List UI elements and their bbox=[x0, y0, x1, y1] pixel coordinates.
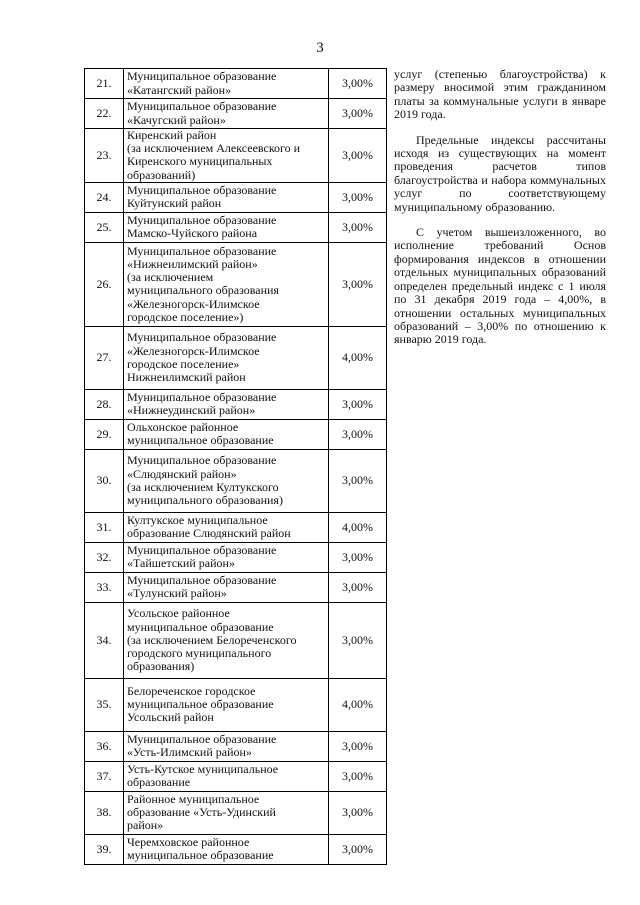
row-number: 30. bbox=[85, 449, 124, 512]
municipality-name-line: городского муниципального bbox=[127, 645, 272, 660]
page-number: 3 bbox=[316, 40, 324, 56]
row-number: 35. bbox=[85, 678, 124, 731]
index-value: 3,00% bbox=[329, 834, 387, 864]
municipality-name-line: образований) bbox=[127, 167, 196, 182]
table-row bbox=[85, 761, 387, 791]
municipality-name-line: Муниципальное образование bbox=[127, 453, 277, 468]
municipality-name bbox=[124, 212, 329, 242]
municipality-name-line: Муниципальное образование bbox=[127, 213, 277, 228]
municipality-name-line: «Нижнеилимский район» bbox=[127, 256, 258, 271]
municipality-name bbox=[124, 129, 329, 183]
index-value: 3,00% bbox=[329, 761, 387, 791]
index-value: 3,00% bbox=[329, 99, 387, 129]
municipality-name-line: (за исключением Алексеевского и bbox=[127, 141, 301, 156]
index-value: 3,00% bbox=[329, 572, 387, 602]
municipality-name-line: Нижнеилимский район bbox=[127, 370, 246, 385]
row-number: 26. bbox=[85, 242, 124, 326]
municipality-name bbox=[124, 731, 329, 761]
municipality-name bbox=[124, 69, 329, 99]
table-row bbox=[85, 419, 387, 449]
table-row bbox=[85, 182, 387, 212]
index-value: 3,00% bbox=[329, 449, 387, 512]
row-number: 21. bbox=[85, 69, 124, 99]
table-row bbox=[85, 326, 387, 389]
municipality-name-line: муниципального образования bbox=[127, 283, 279, 298]
indices-table bbox=[84, 68, 387, 865]
index-value: 4,00% bbox=[329, 678, 387, 731]
municipality-name-line: Районное муниципальное bbox=[127, 792, 260, 806]
table-row bbox=[85, 542, 387, 572]
index-value: 3,00% bbox=[329, 731, 387, 761]
table-row bbox=[85, 834, 387, 864]
municipality-name-line: городское поселение» bbox=[127, 356, 240, 371]
municipality-name bbox=[124, 834, 329, 864]
municipality-name-line: Мамско-Чуйского района bbox=[127, 226, 258, 241]
municipality-name-line: городское поселение») bbox=[127, 309, 244, 324]
municipality-name-line: Черемховское районное bbox=[127, 835, 250, 850]
municipality-name-line: муниципальное образование bbox=[127, 619, 274, 634]
municipality-name-line: образование bbox=[127, 775, 191, 790]
municipality-name-line: Муниципальное образование bbox=[127, 330, 277, 345]
municipality-name-line: муниципальное образование bbox=[127, 433, 274, 448]
row-number: 34. bbox=[85, 602, 124, 678]
table-row bbox=[85, 212, 387, 242]
table-row bbox=[85, 602, 387, 678]
row-number: 22. bbox=[85, 99, 124, 129]
municipality-name-line: Култукское муниципальное bbox=[127, 513, 268, 528]
municipality-name-line: «Нижнеудинский район» bbox=[127, 403, 256, 418]
index-value: 3,00% bbox=[329, 791, 387, 834]
municipality-name-line: «Тайшетский район» bbox=[127, 556, 235, 571]
table-row bbox=[85, 389, 387, 419]
municipality-name bbox=[124, 542, 329, 572]
municipality-name-line: (за исключением Белореченского bbox=[127, 632, 297, 647]
table-row bbox=[85, 69, 387, 99]
municipality-name bbox=[124, 326, 329, 389]
municipality-name-line: «Железногорск-Илимское bbox=[127, 343, 260, 358]
municipality-name-line: «Качугский район» bbox=[127, 112, 226, 127]
municipality-name-line: Куйтунский район bbox=[127, 196, 222, 211]
table-row bbox=[85, 449, 387, 512]
municipality-name-line: «Катангский район» bbox=[127, 82, 232, 97]
municipality-name-line: район» bbox=[127, 818, 164, 833]
explanatory-text bbox=[394, 68, 606, 347]
municipality-name bbox=[124, 678, 329, 731]
municipality-name-line: Муниципальное образование bbox=[127, 69, 277, 84]
municipality-name-line: «Слюдянский район» bbox=[127, 466, 237, 481]
municipality-name bbox=[124, 99, 329, 129]
table-row bbox=[85, 129, 387, 183]
municipality-name bbox=[124, 242, 329, 326]
row-number: 24. bbox=[85, 182, 124, 212]
municipality-name-line: Муниципальное образование bbox=[127, 243, 277, 258]
municipality-name bbox=[124, 419, 329, 449]
index-value: 3,00% bbox=[329, 602, 387, 678]
row-number: 28. bbox=[85, 389, 124, 419]
index-value: 3,00% bbox=[329, 129, 387, 183]
index-value: 4,00% bbox=[329, 512, 387, 542]
municipality-name-line: Усть-Кутское муниципальное bbox=[127, 762, 279, 777]
municipality-name-line: «Тулунский район» bbox=[127, 586, 227, 601]
municipality-name bbox=[124, 572, 329, 602]
municipality-name-line: Муниципальное образование bbox=[127, 183, 277, 198]
municipality-name-line: Киренский район bbox=[127, 128, 217, 142]
municipality-name-line: муниципальное образование bbox=[127, 848, 274, 863]
table-row bbox=[85, 512, 387, 542]
municipality-name-line: (за исключением bbox=[127, 270, 214, 285]
row-number: 27. bbox=[85, 326, 124, 389]
index-value: 4,00% bbox=[329, 326, 387, 389]
municipality-name-line: «Железногорск-Илимское bbox=[127, 296, 260, 311]
index-value: 3,00% bbox=[329, 542, 387, 572]
row-number: 38. bbox=[85, 791, 124, 834]
municipality-name bbox=[124, 602, 329, 678]
paragraph-indices-basis: Предельные индексы рассчитаны исходя из существующих на момент проведения расчетов типов благоустройства и набора коммунальных услуг по соответствующему муниципальному образованию. bbox=[394, 132, 606, 214]
index-value: 3,00% bbox=[329, 389, 387, 419]
row-number: 29. bbox=[85, 419, 124, 449]
municipality-name bbox=[124, 389, 329, 419]
municipality-name-line: муниципального образования) bbox=[127, 493, 283, 508]
municipality-name-line: Усольский район bbox=[127, 710, 214, 725]
row-number: 39. bbox=[85, 834, 124, 864]
row-number: 31. bbox=[85, 512, 124, 542]
table-row bbox=[85, 678, 387, 731]
index-value: 3,00% bbox=[329, 242, 387, 326]
index-value: 3,00% bbox=[329, 69, 387, 99]
municipality-name-line: Киренского муниципальных bbox=[127, 154, 273, 169]
municipality-name-line: Муниципальное образование bbox=[127, 543, 277, 558]
row-number: 37. bbox=[85, 761, 124, 791]
table-row bbox=[85, 731, 387, 761]
municipality-name-line: «Усть-Илимский район» bbox=[127, 745, 252, 760]
municipality-name-line: образование Слюдянский район bbox=[127, 526, 291, 541]
municipality-name-line: Белореченское городское bbox=[127, 684, 256, 698]
row-number: 33. bbox=[85, 572, 124, 602]
municipality-name bbox=[124, 182, 329, 212]
row-number: 36. bbox=[85, 731, 124, 761]
row-number: 32. bbox=[85, 542, 124, 572]
paragraph-conclusion: С учетом вышеизложенного, во исполнение требований Основ формирования индексов в отношении отдельных муниципальных образований определен предельный индекс с 1 июля по 31 декабря 2019 года – 4,00%, в отношении остальных муниципальных образований – 3,00% по отношению к январю 2019 года. bbox=[394, 225, 606, 347]
index-value: 3,00% bbox=[329, 419, 387, 449]
municipality-name-line: Муниципальное образование bbox=[127, 390, 277, 405]
municipality-name-line: Ольхонское районное bbox=[127, 420, 239, 435]
table-row bbox=[85, 99, 387, 129]
index-value: 3,00% bbox=[329, 182, 387, 212]
table-row bbox=[85, 791, 387, 834]
row-number: 23. bbox=[85, 129, 124, 183]
municipality-name-line: Муниципальное образование bbox=[127, 573, 277, 588]
municipality-name-line: Муниципальное образование bbox=[127, 99, 277, 114]
municipality-name bbox=[124, 761, 329, 791]
table-row bbox=[85, 572, 387, 602]
municipality-name-line: муниципальное образование bbox=[127, 697, 274, 712]
municipality-name-line: Усольское районное bbox=[127, 606, 230, 621]
municipality-name-line: образование «Усть-Удинский bbox=[127, 805, 276, 820]
index-value: 3,00% bbox=[329, 212, 387, 242]
municipality-name bbox=[124, 449, 329, 512]
municipality-name bbox=[124, 512, 329, 542]
municipality-name bbox=[124, 791, 329, 834]
row-number: 25. bbox=[85, 212, 124, 242]
table-row bbox=[85, 242, 387, 326]
municipality-name-line: (за исключением Култукского bbox=[127, 479, 279, 494]
paragraph-continuation: услуг (степенью благоустройства) к размеру вносимой этим гражданином платы за коммунальные услуги в январе 2019 года. bbox=[394, 67, 606, 122]
municipality-name-line: образования) bbox=[127, 659, 195, 674]
municipality-name-line: Муниципальное образование bbox=[127, 732, 277, 747]
